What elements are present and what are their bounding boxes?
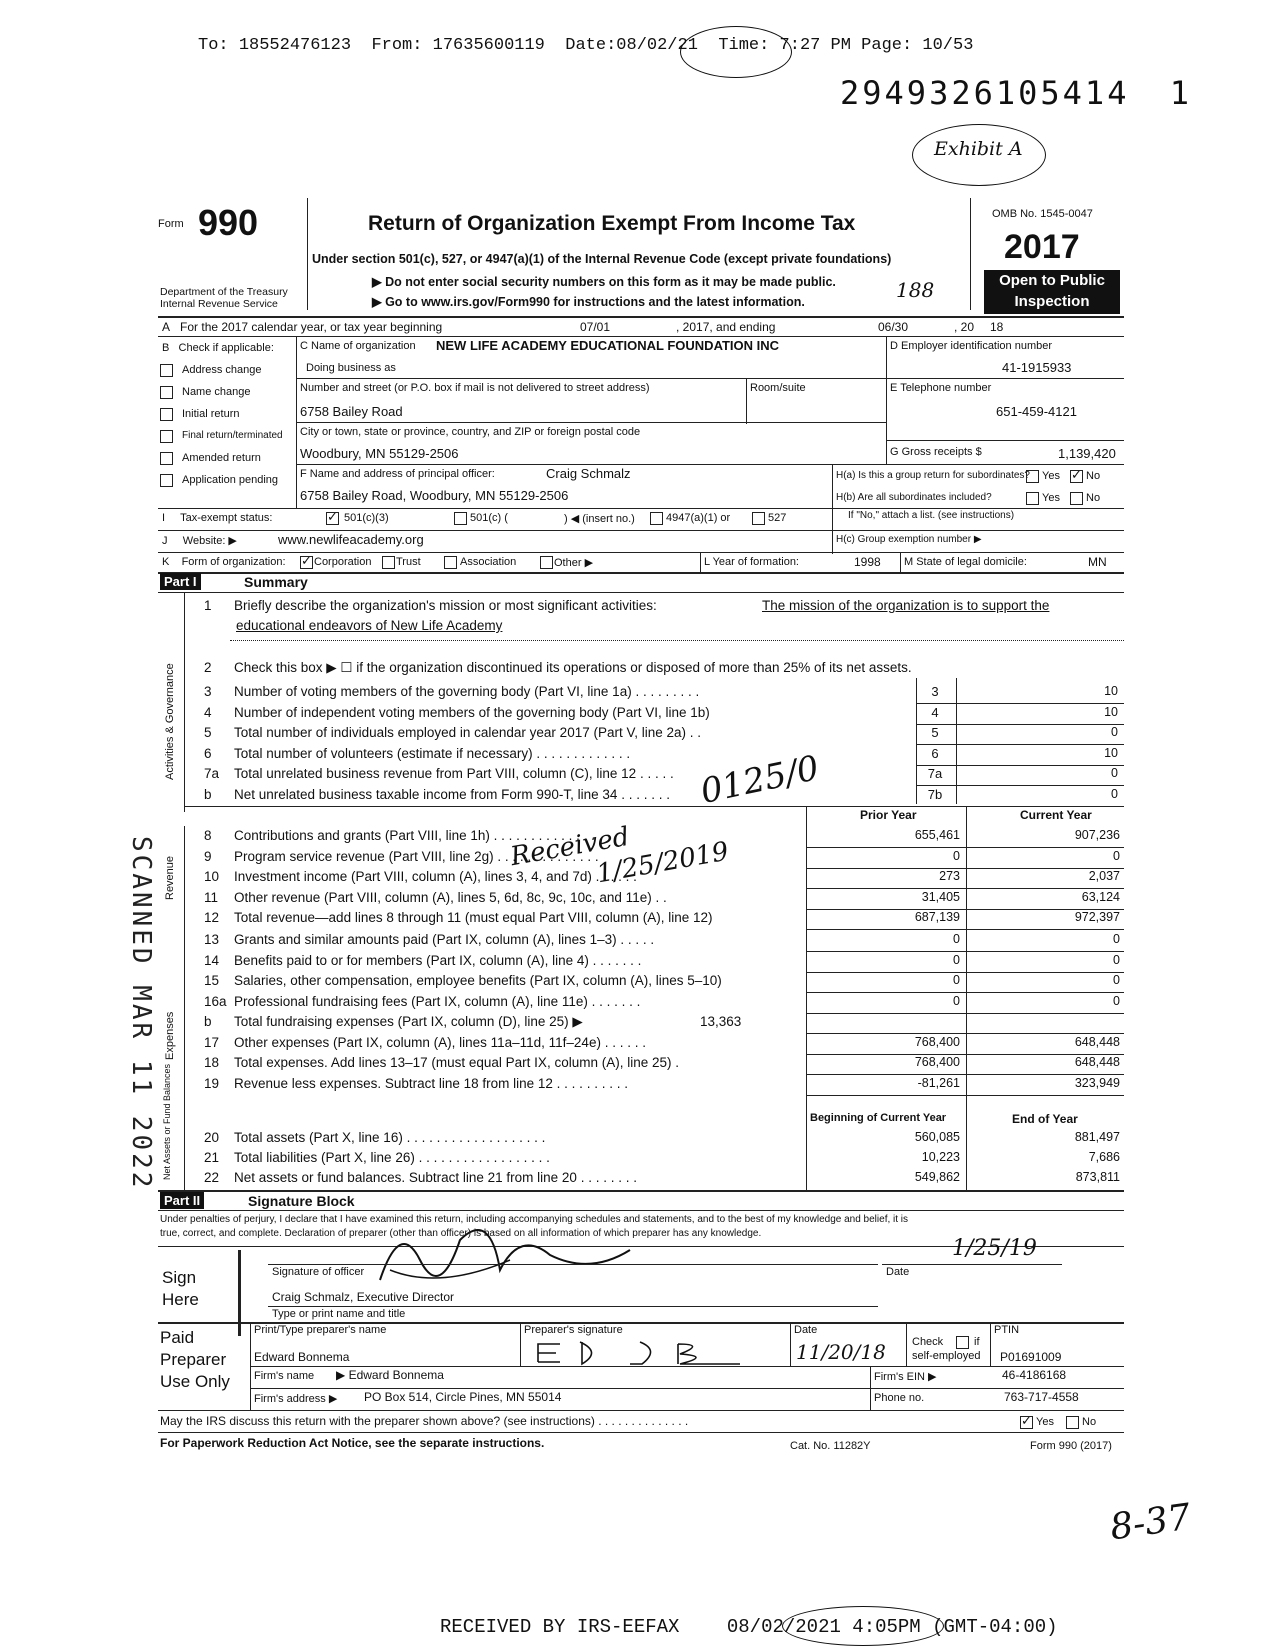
omb-number: OMB No. 1545-0047 [992, 208, 1093, 220]
gov-line-value: 10 [1104, 745, 1118, 760]
expense-line-text: Salaries, other compensation, employee benefits (Part IX, column (A), lines 5–10) [234, 973, 722, 988]
received-footer-text: RECEIVED BY IRS-EEFAX [440, 1616, 680, 1638]
part-2-tag: Part II [160, 1192, 204, 1209]
revenue-line-text: Total revenue—add lines 8 through 11 (must equal Part VIII, column (A), line 12) [234, 910, 713, 925]
amended-return-checkbox[interactable] [160, 452, 173, 465]
state-domicile-label: M State of legal domicile: [904, 556, 1027, 568]
discuss-no-checkbox[interactable] [1066, 1416, 1079, 1429]
fax-to: 18552476123 [238, 36, 352, 55]
use-only-label: Use Only [160, 1372, 230, 1391]
expense-line-text: Benefits paid to or for members (Part IX, column (A), line 4) . . . . . . . [234, 952, 642, 968]
firm-phone-label: Phone no. [874, 1392, 925, 1404]
expense-line-text: Total fundraising expenses (Part IX, column (D), line 25) ▶ [234, 1014, 583, 1029]
fax-time-label: Time: [718, 36, 770, 55]
gov-line-text: Net unrelated business taxable income from Form 990-T, line 34 . . . . . . . [234, 786, 670, 802]
street-label: Number and street (or P.O. box if mail is not delivered to street address) [300, 382, 650, 394]
paperwork-notice: For Paperwork Reduction Act Notice, see the separate instructions. [160, 1436, 545, 1450]
gross-receipts-value: 1,139,420 [1058, 446, 1116, 461]
expense-line-num: 19 [204, 1075, 220, 1091]
h-a-yes-label: Yes [1042, 470, 1060, 482]
officer-name-title: Craig Schmalz, Executive Director [272, 1290, 455, 1304]
gov-line-box: 7b [927, 786, 943, 802]
final-return-label: Final return/terminated [182, 430, 283, 441]
discuss-yes-checkbox[interactable] [1020, 1416, 1033, 1429]
gov-line-text: Total number of volunteers (estimate if necessary) . . . . . . . . . . . . . [234, 745, 631, 761]
expense-line-inline: 13,363 [700, 1014, 742, 1029]
org-name: NEW LIFE ACADEMY EDUCATIONAL FOUNDATION INC [436, 338, 780, 353]
website[interactable]: www.newlifeacademy.org [278, 532, 424, 547]
527-checkbox[interactable] [752, 512, 765, 525]
net-prior: 10,223 [921, 1150, 960, 1164]
principal-officer-name: Craig Schmalz [546, 466, 631, 481]
form-subtitle-1: Under section 501(c), 527, or 4947(a)(1) of the Internal Revenue Code (except private foundations) [312, 252, 892, 266]
preparer-name-label: Print/Type preparer's name [254, 1324, 387, 1336]
self-employed-checkbox[interactable] [956, 1336, 969, 1349]
tax-year: 2017 [1004, 228, 1080, 266]
gov-line-num: 4 [204, 704, 212, 720]
principal-officer-address: 6758 Bailey Road, Woodbury, MN 55129-2506 [300, 488, 569, 503]
city-label: City or town, state or province, country, and ZIP or foreign postal code [300, 426, 641, 438]
year-formation-label: L Year of formation: [704, 556, 799, 568]
sign-label: Sign [162, 1268, 197, 1287]
officer-signature [360, 1200, 640, 1300]
preparer-signature [530, 1336, 750, 1368]
revenue-current: 63,124 [1081, 889, 1120, 904]
line-a-begin: 07/01 [580, 320, 611, 334]
net-prior: 549,862 [914, 1170, 960, 1184]
penalty-text-2: true, correct, and complete. Declaration of preparer (other than officer) is based on all information of which preparer has any knowledge. [160, 1228, 762, 1239]
line-1-num: 1 [204, 598, 212, 613]
if-label: if [974, 1336, 980, 1348]
revenue-line-num: 8 [204, 828, 212, 843]
handwritten-bottom-note: 8-37 [1107, 1496, 1194, 1549]
irs-label: Internal Revenue Service [160, 298, 278, 310]
gov-line-num: 3 [204, 684, 212, 699]
firm-address-label: Firm's address ▶ [254, 1393, 338, 1405]
net-line-text: Net assets or fund balances. Subtract line 21 from line 20 . . . . . . . . [234, 1170, 637, 1185]
line-a-label: A [162, 320, 171, 334]
dba-label: Doing business as [306, 362, 396, 374]
section-i [162, 512, 272, 524]
ein-label: D Employer identification number [890, 340, 1053, 352]
line-a-end: 06/30 [878, 320, 909, 334]
discuss-no-label: No [1082, 1416, 1097, 1428]
h-c-label: H(c) Group exemption number ▶ [836, 534, 982, 545]
form-subtitle-2: ▶ Do not enter social security numbers on this form as it may be made public. [372, 275, 836, 289]
revenue-line-num: 11 [204, 889, 219, 905]
gov-line-value: 0 [1111, 766, 1118, 780]
expense-prior: 0 [953, 993, 960, 1008]
fax-date-label: Date: [565, 36, 617, 55]
revenue-line-text: Contributions and grants (Part VIII, line 1h) . . . . . . . . . . . . . . [234, 828, 595, 843]
expense-line-text: Revenue less expenses. Subtract line 18 from line 12 . . . . . . . . . . [234, 1075, 628, 1091]
name-change-checkbox[interactable] [160, 386, 173, 399]
signature-officer-label: Signature of officer [272, 1266, 365, 1278]
gov-line-text: Number of voting members of the governing body (Part VI, line 1a) . . . . . . . . . [234, 684, 700, 699]
501c-checkbox[interactable] [454, 512, 467, 525]
date-circle [680, 26, 792, 78]
line-a-year-label: , 20 [954, 320, 975, 334]
gross-receipts-label: G Gross receipts $ [890, 446, 982, 458]
net-line-num: 22 [204, 1170, 220, 1185]
open-to-public-box [984, 270, 1120, 314]
gov-line-box: 4 [931, 704, 939, 720]
other-checkbox[interactable] [540, 556, 553, 569]
section-j-title: Website: ▶ [182, 535, 237, 547]
section-k-label: K [162, 556, 170, 568]
expense-line-num: 14 [204, 952, 220, 968]
expense-current: 0 [1113, 973, 1120, 987]
h-b-no-checkbox[interactable] [1070, 492, 1083, 505]
preparer-date-label: Date [794, 1324, 818, 1336]
h-a-label: H(a) Is this a group return for subordinates? [836, 470, 1030, 481]
section-i-title: Tax-exempt status: [180, 512, 273, 524]
revenue-prior: 0 [953, 848, 960, 863]
gov-line-num: b [204, 786, 212, 802]
line-1-value-2: educational endeavors of New Life Academy [236, 618, 503, 633]
revenue-line-text: Investment income (Part VIII, column (A), lines 3, 4, and 7d) . . . . . . [234, 869, 637, 884]
revenue-current: 2,037 [1088, 869, 1120, 883]
ptin-value: P01691009 [1000, 1350, 1062, 1364]
revenue-line-text: Program service revenue (Part VIII, line 2g) . . . . . . . . . . . . . . [234, 848, 599, 864]
initial-return-label: Initial return [182, 408, 240, 420]
gov-line-box: 5 [931, 725, 939, 740]
expense-line-text: Professional fundraising fees (Part IX, column (A), line 11e) . . . . . . . [234, 993, 641, 1009]
phone-label: E Telephone number [890, 382, 992, 394]
side-label-revenue: Revenue [164, 855, 176, 900]
application-pending-checkbox[interactable] [160, 474, 173, 487]
net-line-num: 20 [204, 1130, 220, 1145]
section-b-label: B [162, 342, 170, 354]
revenue-line-num: 12 [204, 910, 220, 925]
h-a-no-checkbox[interactable] [1070, 470, 1083, 483]
expense-prior: 0 [953, 932, 960, 946]
received-date-circle [782, 1606, 944, 1646]
preparer-date: 11/20/18 [796, 1340, 886, 1364]
h-b-label: H(b) Are all subordinates included? [836, 492, 992, 503]
line-1-text: Briefly describe the organization's mission or most significant activities: [234, 598, 657, 613]
form-reference: Form 990 (2017) [1030, 1440, 1112, 1452]
h-b-yes-label: Yes [1042, 492, 1060, 504]
fax-from: 17635600119 [432, 36, 545, 55]
form-number: 990 [198, 202, 259, 243]
net-line-num: 21 [204, 1150, 220, 1165]
expense-line-text: Other expenses (Part IX, column (A), lines 11a–11d, 11f–24e) . . . . . . [234, 1034, 646, 1050]
received-footer-date: 08/02/2021 [726, 1616, 841, 1638]
net-current: 873,811 [1075, 1170, 1120, 1184]
application-pending-label: Application pending [182, 474, 279, 486]
part-2-title: Signature Block [248, 1193, 355, 1209]
insert-no-label: ) ◀ (insert no.) [564, 513, 635, 525]
current-year-header: Current Year [1020, 808, 1092, 822]
line-1-value: The mission of the organization is to support the [762, 598, 1050, 613]
net-prior: 560,085 [914, 1130, 960, 1144]
line-a-year: 18 [990, 320, 1004, 334]
trust-checkbox[interactable] [382, 556, 395, 569]
address-change-checkbox[interactable] [160, 364, 173, 377]
inspection: Inspection [1014, 293, 1090, 310]
association-checkbox[interactable] [444, 556, 457, 569]
side-label-net-assets: Net Assets or Fund Balances [162, 1063, 172, 1180]
org-name-label: C Name of organization [300, 340, 416, 352]
expense-line-text: Total expenses. Add lines 13–17 (must equal Part IX, column (A), line 25) . [234, 1055, 679, 1070]
received-footer-time: 4:05PM (GMT-04:00) [852, 1616, 1058, 1638]
trust-label: Trust [396, 556, 421, 568]
handwritten-received: Received [508, 821, 632, 873]
gov-line-num: 6 [204, 745, 212, 761]
501c3-label: 501(c)(3) [344, 512, 389, 524]
h-b-yes-checkbox[interactable] [1026, 492, 1039, 505]
exhibit-label: Exhibit A [934, 138, 1023, 160]
501c3-checkbox[interactable] [326, 512, 339, 525]
section-k [162, 556, 286, 568]
ptin-label: PTIN [994, 1324, 1020, 1336]
expense-current: 323,949 [1074, 1075, 1120, 1090]
preparer-label: Preparer [160, 1350, 227, 1369]
line-2-num: 2 [204, 660, 212, 675]
revenue-prior: 31,405 [921, 889, 960, 904]
expense-prior: 0 [953, 952, 960, 967]
expense-prior: 768,400 [914, 1034, 960, 1049]
revenue-prior: 655,461 [914, 828, 960, 842]
irs-discuss-question: May the IRS discuss this return with the preparer shown above? (see instructions) . . . . . . . . . . . . . . [160, 1414, 689, 1428]
side-label-governance: Activities & Governance [164, 663, 176, 780]
initial-return-checkbox[interactable] [160, 408, 173, 421]
h-b-note: If "No," attach a list. (see instructions) [848, 510, 1015, 521]
revenue-line-text: Other revenue (Part VIII, column (A), lines 5, 6d, 8c, 9c, 10c, and 11e) . . [234, 889, 667, 905]
line-a-text: For the 2017 calendar year, or tax year beginning [180, 320, 443, 334]
document-number [840, 74, 1192, 112]
gov-line-box: 7a [927, 766, 943, 781]
fax-page: 10/53 [922, 36, 974, 55]
form-subtitle-3: ▶ Go to www.irs.gov/Form990 for instructions and the latest information. [372, 295, 805, 309]
scanned-stamp: SCANNED MAR 11 2022 [126, 836, 156, 1191]
501c-label: 501(c) ( [470, 512, 508, 524]
beginning-year-header: Beginning of Current Year [810, 1112, 947, 1124]
net-current: 7,686 [1088, 1150, 1120, 1164]
h-a-no-label: No [1086, 470, 1101, 482]
section-i-label: I [162, 512, 166, 524]
expense-line-text: Grants and similar amounts paid (Part IX, column (A), lines 1–3) . . . . . [234, 932, 655, 947]
year-formation: 1998 [854, 555, 881, 569]
end-year-header: End of Year [1012, 1112, 1078, 1126]
h-a-yes-checkbox[interactable] [1026, 470, 1039, 483]
here-label: Here [162, 1290, 199, 1309]
name-change-label: Name change [182, 386, 251, 398]
discuss-yes-label: Yes [1036, 1416, 1054, 1428]
4947-checkbox[interactable] [650, 512, 663, 525]
line-a [162, 320, 442, 334]
section-j [162, 534, 237, 547]
revenue-current: 0 [1113, 848, 1120, 863]
revenue-current: 907,236 [1074, 828, 1120, 842]
fax-to-label: To: [198, 36, 229, 55]
line-a-mid: , 2017, and ending [676, 320, 776, 334]
preparer-signature-label: Preparer's signature [524, 1324, 623, 1336]
received-footer [440, 1616, 1058, 1638]
revenue-prior: 687,139 [914, 910, 960, 924]
expense-line-num: 13 [204, 932, 220, 947]
expense-line-num: 18 [204, 1055, 220, 1070]
room-suite-label: Room/suite [750, 382, 806, 394]
revenue-line-num: 10 [204, 869, 220, 884]
expense-line-num: 16a [204, 993, 227, 1009]
expense-current: 0 [1113, 993, 1120, 1008]
principal-officer-label: F Name and address of principal officer: [300, 468, 495, 480]
gov-line-text: Total unrelated business revenue from Part VIII, column (C), line 12 . . . . . [234, 766, 674, 781]
expense-current: 648,448 [1074, 1034, 1120, 1049]
expense-current: 648,448 [1074, 1055, 1120, 1069]
document-number-value: 2949326105414 [840, 74, 1130, 112]
expense-current: 0 [1113, 952, 1120, 967]
firm-phone: 763-717-4558 [1004, 1390, 1079, 1404]
gov-line-box: 6 [931, 745, 939, 761]
penalty-text-1: Under penalties of perjury, I declare that I have examined this return, including accompanying schedules and statements, and to the best of my knowledge and belief, it is [160, 1214, 909, 1225]
expense-line-num: b [204, 1014, 212, 1029]
amended-return-label: Amended return [182, 452, 261, 464]
gov-line-value: 10 [1104, 704, 1118, 719]
gov-line-text: Number of independent voting members of the governing body (Part VI, line 1b) [234, 704, 710, 720]
other-label: Other ▶ [554, 557, 594, 569]
section-b-title [162, 342, 274, 354]
paid-label: Paid [160, 1328, 195, 1347]
section-j-label: J [162, 535, 168, 547]
gov-line-num: 5 [204, 725, 212, 740]
cat-number: Cat. No. 11282Y [790, 1440, 871, 1452]
handwritten-received-date: 1/25/2019 [594, 836, 731, 890]
firm-ein-label: Firm's EIN ▶ [874, 1371, 937, 1383]
handwritten-side-note: 0125/0 [697, 748, 823, 812]
ein-value: 41-1915933 [1002, 360, 1072, 375]
revenue-current: 972,397 [1074, 910, 1120, 924]
expense-row-rule [806, 1013, 1124, 1014]
fax-header [198, 36, 973, 55]
expense-prior: 768,400 [914, 1055, 960, 1069]
fax-from-label: From: [371, 36, 423, 55]
revenue-prior: 273 [939, 869, 960, 883]
corporation-label: Corporation [314, 556, 372, 568]
prior-year-header: Prior Year [860, 808, 917, 822]
fax-time: 7:27 PM [779, 36, 851, 55]
preparer-name: Edward Bonnema [254, 1350, 350, 1364]
firm-name-label: Firm's name [254, 1370, 315, 1382]
expense-line-num: 17 [204, 1034, 220, 1050]
gov-line-value: 10 [1104, 684, 1118, 698]
phone-value: 651-459-4121 [996, 404, 1077, 419]
firm-name: ▶ Edward Bonnema [336, 1368, 444, 1382]
expense-prior: 0 [953, 973, 960, 987]
gov-line-num: 7a [204, 766, 220, 781]
revenue-line-num: 9 [204, 848, 212, 864]
fax-page-label: Page: [861, 36, 913, 55]
address-change-label: Address change [182, 364, 262, 376]
street-address: 6758 Bailey Road [300, 404, 403, 419]
gov-line-text: Total number of individuals employed in calendar year 2017 (Part V, line 2a) . . [234, 725, 702, 740]
type-name-label: Type or print name and title [272, 1308, 406, 1320]
revenue-row-rule [806, 929, 1124, 930]
part-1-tag: Part I [160, 573, 201, 590]
check-label: Check [912, 1336, 944, 1348]
net-current: 881,497 [1074, 1130, 1120, 1144]
form-title: Return of Organization Exempt From Income Tax [368, 212, 856, 235]
city-state-zip: Woodbury, MN 55129-2506 [300, 446, 459, 461]
corporation-checkbox[interactable] [300, 556, 313, 569]
form-label: Form [158, 218, 184, 230]
section-b-title-text: Check if applicable: [178, 342, 274, 354]
open-to-public: Open to Public [999, 272, 1105, 289]
line-2-text: Check this box ▶ ☐ if the organization discontinued its operations or disposed of more than 25% of its net assets. [234, 660, 912, 675]
sign-date: 1/25/19 [952, 1236, 1037, 1261]
final-return-checkbox[interactable] [160, 430, 173, 443]
state-domicile: MN [1088, 555, 1107, 569]
expense-prior: -81,261 [917, 1075, 960, 1090]
dept-treasury: Department of the Treasury [160, 286, 288, 298]
net-line-text: Total liabilities (Part X, line 26) . . . . . . . . . . . . . . . . . . [234, 1150, 550, 1165]
net-line-text: Total assets (Part X, line 16) . . . . . . . . . . . . . . . . . . . [234, 1130, 546, 1145]
527-label: 527 [768, 512, 787, 524]
fax-date: 08/02/21 [616, 36, 698, 55]
handwritten-note-top: 188 [896, 278, 935, 302]
document-number-suffix: 1 [1169, 74, 1192, 112]
gov-line-box: 3 [931, 684, 939, 699]
expense-row-rule [806, 1095, 1124, 1096]
gov-line-value: 0 [1111, 725, 1118, 739]
self-employed-label: self-employed [912, 1350, 981, 1362]
h-b-no-label: No [1086, 492, 1101, 504]
sign-date-label: Date [886, 1266, 910, 1278]
expense-line-num: 15 [204, 973, 220, 988]
firm-ein: 46-4186168 [1002, 1368, 1067, 1382]
expense-current: 0 [1113, 932, 1120, 946]
gov-line-value: 0 [1111, 786, 1118, 801]
firm-address: PO Box 514, Circle Pines, MN 55014 [364, 1390, 562, 1404]
side-label-expenses: Expenses [164, 1011, 176, 1060]
association-label: Association [460, 556, 517, 568]
4947-label: 4947(a)(1) or [666, 512, 731, 524]
section-k-title: Form of organization: [181, 556, 286, 568]
part-1-title: Summary [244, 574, 308, 590]
